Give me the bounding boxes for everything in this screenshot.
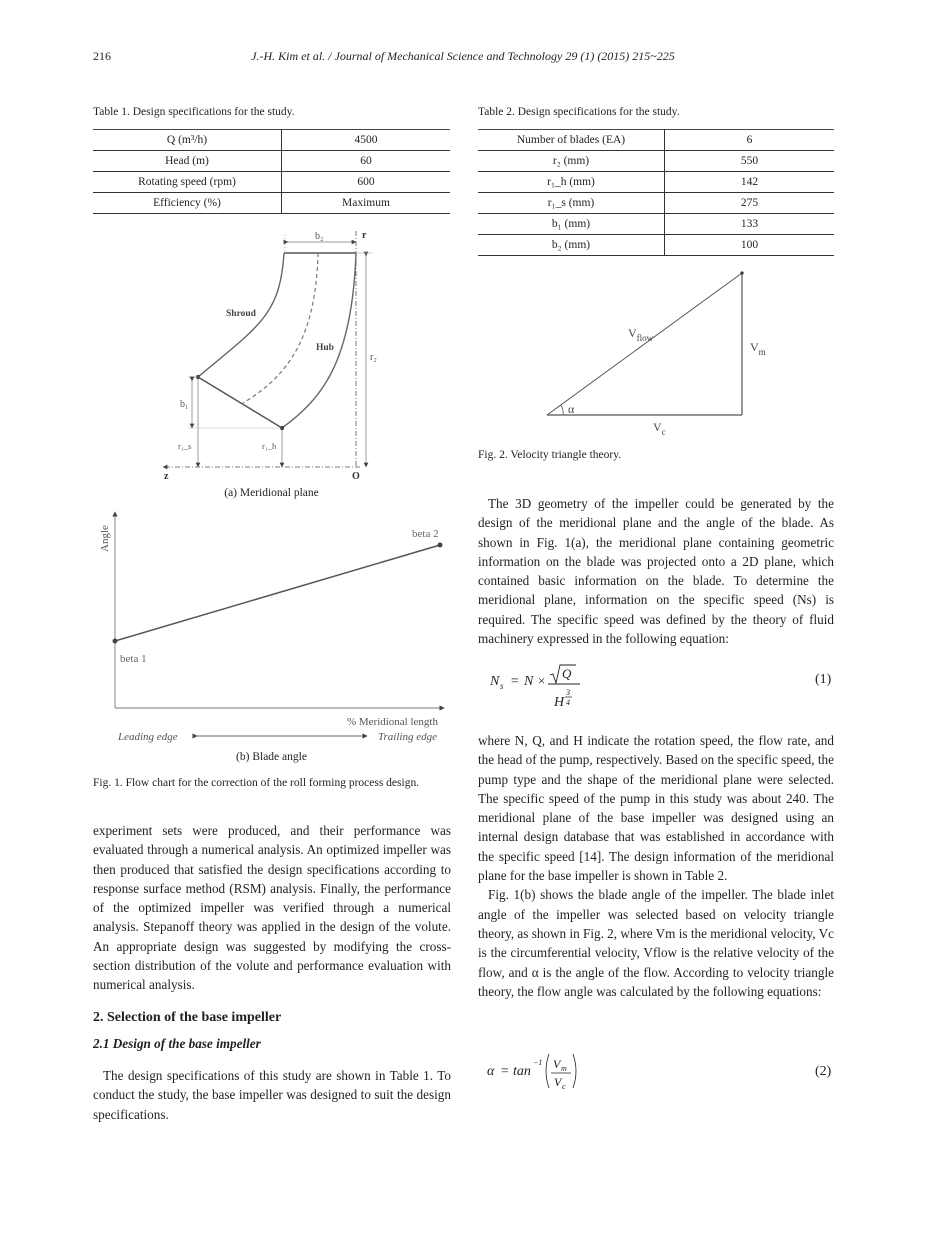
right-column-text-2 <box>478 731 834 1001</box>
equation-2-number: (2) <box>815 1064 832 1079</box>
beta2-label: beta 2 <box>412 528 439 540</box>
page-number: 216 <box>93 49 111 63</box>
svg-text:α: α <box>487 1064 495 1079</box>
b2-label: b₂ <box>315 231 324 242</box>
trailing-edge-label: Trailing edge <box>378 731 437 743</box>
svg-text:4: 4 <box>566 698 570 707</box>
hub-label: Hub <box>316 343 334 353</box>
table-row <box>478 235 834 256</box>
svg-text:Q: Q <box>562 666 572 681</box>
equation-2 <box>487 1050 687 1095</box>
table2 <box>478 129 834 256</box>
table-row <box>478 214 834 235</box>
section-heading: 2. Selection of the base impeller <box>93 1010 282 1025</box>
shroud-label: Shroud <box>226 309 256 319</box>
equation-2-formula <box>487 1050 607 1095</box>
r1s-label: r₁_s <box>178 441 192 451</box>
table-cell: Maximum <box>282 193 451 214</box>
origin-label: O <box>352 471 360 480</box>
table-cell: 550 <box>665 151 835 172</box>
blade-angle-chart <box>90 510 460 745</box>
leading-edge-label: Leading edge <box>118 731 178 743</box>
equation-1-formula <box>490 663 610 713</box>
equation-1 <box>490 663 690 713</box>
table-cell: 4500 <box>282 130 451 151</box>
table-cell: r₁_h (mm) <box>478 172 665 193</box>
svg-text:N: N <box>524 674 534 689</box>
alpha-label: α <box>568 402 575 416</box>
vflow-label: $V_{flow}$ <box>628 326 654 343</box>
table-row <box>93 130 450 151</box>
table-cell: 275 <box>665 193 835 214</box>
fig1b-caption: (b) Blade angle <box>236 751 307 763</box>
table-cell: 6 <box>665 130 835 151</box>
svg-text:H: H <box>554 695 565 710</box>
svg-text:V: V <box>553 1057 561 1071</box>
table-row <box>478 172 834 193</box>
table-row <box>478 130 834 151</box>
table2-caption: Table 2. Design specifications for the study. <box>478 106 680 118</box>
svg-text:=: = <box>510 674 520 689</box>
y-axis-label: Angle <box>99 525 111 552</box>
svg-text:V: V <box>554 1075 562 1089</box>
meridional-plane-diagram <box>140 225 380 480</box>
b1-label: b₁ <box>180 399 189 410</box>
table-row <box>478 151 834 172</box>
svg-text:−1: −1 <box>533 1058 543 1067</box>
paragraph: where N, Q, and H indicate the rotation speed, the flow rate, and the head of the pump, respectively. Based on the specific speed, the pump type and the shape of the meridional plane were selected. The specific speed of the pump in this study was about 240. The meridional plane of the base impeller was designed using an internal design database that was established in accordance with the specific speed [14]. The design information of the meridional plane for the base impeller is shown in Table 2. <box>478 733 834 884</box>
table-cell: r₁_s (mm) <box>478 193 665 214</box>
table-cell: 600 <box>282 172 451 193</box>
paragraph: experiment sets were produced, and their performance was evaluated through a numerical analysis. An optimized impeller was then produced that satisfied the design specifications according to response surface method (RSM) analysis. Finally, the performance of the optimized impeller was verified through a numerical analysis. Stepanoff theory was applied in the design of the volute. An appropriate design was suggested by modifying the cross-section distribution of the volute and performance evaluation with numerical analysis. <box>93 823 451 993</box>
svg-text:s: s <box>500 681 504 691</box>
table-cell: Q (m³/h) <box>93 130 282 151</box>
table-cell: 142 <box>665 172 835 193</box>
table-cell: 100 <box>665 235 835 256</box>
fig1a-caption: (a) Meridional plane <box>224 487 319 499</box>
vc-label: $V_c$ <box>653 420 666 437</box>
left-column-text <box>93 821 451 995</box>
r1h-label: r₁_h <box>262 441 277 451</box>
vm-label: $V_m$ <box>750 340 766 357</box>
left-column-text-2 <box>93 1066 451 1124</box>
table1 <box>93 129 450 214</box>
beta1-label: beta 1 <box>120 653 147 665</box>
table1-caption: Table 1. Design specifications for the study. <box>93 106 295 118</box>
r2-label: r₂ <box>370 352 377 363</box>
fig2-caption: Fig. 2. Velocity triangle theory. <box>478 449 622 461</box>
velocity-triangle-diagram <box>535 265 795 440</box>
table-row <box>93 193 450 214</box>
x-axis-label: % Meridional length <box>346 716 438 728</box>
fig1-caption: Fig. 1. Flow chart for the correction of the roll forming process design. <box>93 777 420 789</box>
table-cell: Efficiency (%) <box>93 193 282 214</box>
paragraph: Fig. 1(b) shows the blade angle of the impeller. The blade inlet angle of the impeller was selected based on velocity triangle theory, as shown in Fig. 2, where Vm is the meridional velocity, Vc is the circumferential velocity, Vflow is the relative velocity of the flow, and α is the angle of the flow. According to velocity triangle theory, the flow angle was calculated by the following equations: <box>478 887 835 999</box>
running-header: J.-H. Kim et al. / Journal of Mechanical Science and Technology 29 (1) (2015) 215~225 <box>251 49 675 63</box>
r-axis-label: r <box>362 230 367 241</box>
right-column-text <box>478 494 834 648</box>
equation-1-number: (1) <box>815 672 832 687</box>
svg-text:N: N <box>490 674 500 689</box>
table-cell: b₁ (mm) <box>478 214 665 235</box>
table-row <box>93 172 450 193</box>
subsection-heading: 2.1 Design of the base impeller <box>93 1036 261 1051</box>
table-row <box>93 151 450 172</box>
table-row <box>478 193 834 214</box>
table-cell: 133 <box>665 214 835 235</box>
table-cell: Rotating speed (rpm) <box>93 172 282 193</box>
svg-text:c: c <box>562 1082 566 1091</box>
svg-text:×: × <box>537 673 546 688</box>
svg-text:= tan: = tan <box>500 1064 531 1079</box>
table-cell: Number of blades (EA) <box>478 130 665 151</box>
table-cell: 60 <box>282 151 451 172</box>
z-axis-label: z <box>164 471 169 480</box>
svg-text:3: 3 <box>566 688 570 697</box>
table-cell: r₂ (mm) <box>478 151 665 172</box>
paragraph: The design specifications of this study are shown in Table 1. To conduct the study, the base impeller was designed to suit the design specifications. <box>93 1068 451 1122</box>
svg-text:m: m <box>561 1064 567 1073</box>
table-cell: b₂ (mm) <box>478 235 665 256</box>
paragraph: The 3D geometry of the impeller could be generated by the design of the meridional plane and the angle of the blade. As shown in Fig. 1(a), the meridional plane containing geometric information on the blade was projected onto a 2D plane, which contained basic information on the blade. To determine the meridional plane, information on the specific speed (Ns) is required. The specific speed was defined by the theory of fluid machinery expressed in the following equation: <box>478 496 834 647</box>
table-cell: Head (m) <box>93 151 282 172</box>
